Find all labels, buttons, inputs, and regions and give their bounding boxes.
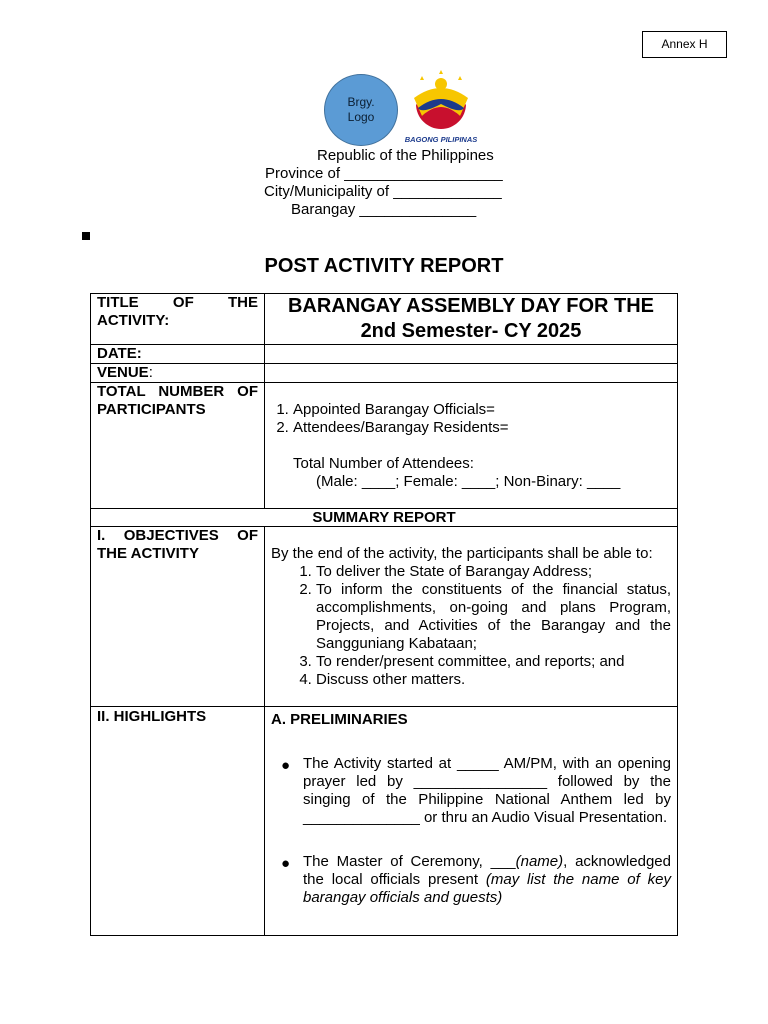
report-table [90, 293, 678, 936]
venue-label: VENUE: [91, 364, 265, 383]
venue-value [265, 364, 678, 383]
province-line: Province of ___________________ [265, 165, 503, 182]
highlights-content [265, 707, 678, 936]
date-value [265, 345, 678, 364]
title-label: TITLE OF THE ACTIVITY: [91, 294, 265, 345]
republic-line: Republic of the Philippines [317, 147, 494, 164]
bullet-icon: ● [281, 855, 291, 872]
participants-list [271, 401, 671, 437]
city-line: City/Municipality of _____________ [264, 183, 502, 200]
highlights-list [271, 755, 671, 907]
summary-report-heading: SUMMARY REPORT [91, 509, 678, 527]
barangay-logo-placeholder: Brgy. Logo [324, 74, 398, 146]
square-bullet-icon [82, 232, 90, 240]
total-attendees: Total Number of Attendees: [293, 455, 474, 472]
bagong-pilipinas-text: BAGONG PILIPINAS [404, 135, 478, 144]
annex-label: Annex H [642, 31, 727, 58]
list-item: 3. To render/present committee, and reports; and [316, 653, 671, 671]
participants-label: TOTAL NUMBER OF PARTICIPANTS [91, 383, 265, 509]
highlights-label: II. HIGHLIGHTS [91, 707, 265, 936]
list-item: 4. Discuss other matters. [316, 671, 671, 689]
participants-value [265, 383, 678, 509]
barangay-line: Barangay ______________ [291, 201, 477, 218]
list-item: ● The Activity started at _____ AM/PM, with an opening prayer led by ________________ followed by the singing of the Philippine National Anthem led by ______________ or thru an Audio Visual Presentation. [281, 755, 671, 826]
list-item: 2. Attendees/Barangay Residents= [293, 419, 671, 437]
list-item: 1. Appointed Barangay Officials= [293, 401, 671, 419]
list-item: ● The Master of Ceremony, ___(name), acknowledged the local officials present (may list the name of key barangay officials and guests) [281, 853, 671, 906]
preliminaries-heading: A. PRELIMINARIES [271, 711, 408, 728]
objectives-label: I. OBJECTIVES OF THE ACTIVITY [91, 527, 265, 707]
date-label: DATE: [91, 345, 265, 364]
objectives-list [271, 563, 671, 689]
list-item: 1. To deliver the State of Barangay Address; [316, 563, 671, 581]
gender-breakdown: (Male: ____; Female: ____; Non-Binary: ____ [316, 473, 621, 490]
objectives-content [265, 527, 678, 707]
objectives-intro: By the end of the activity, the participants shall be able to: [271, 545, 653, 562]
list-item: 2. To inform the constituents of the financial status, accomplishments, on-going and plans Program, Projects, and Activities of the Barangay and the Sangguniang Kabataan; [316, 581, 671, 653]
activity-title: BARANGAY ASSEMBLY DAY FOR THE 2nd Semester- CY 2025 [265, 294, 678, 345]
document-title: POST ACTIVITY REPORT [264, 255, 504, 277]
bagong-pilipinas-logo [400, 68, 482, 146]
bullet-icon: ● [281, 757, 291, 774]
